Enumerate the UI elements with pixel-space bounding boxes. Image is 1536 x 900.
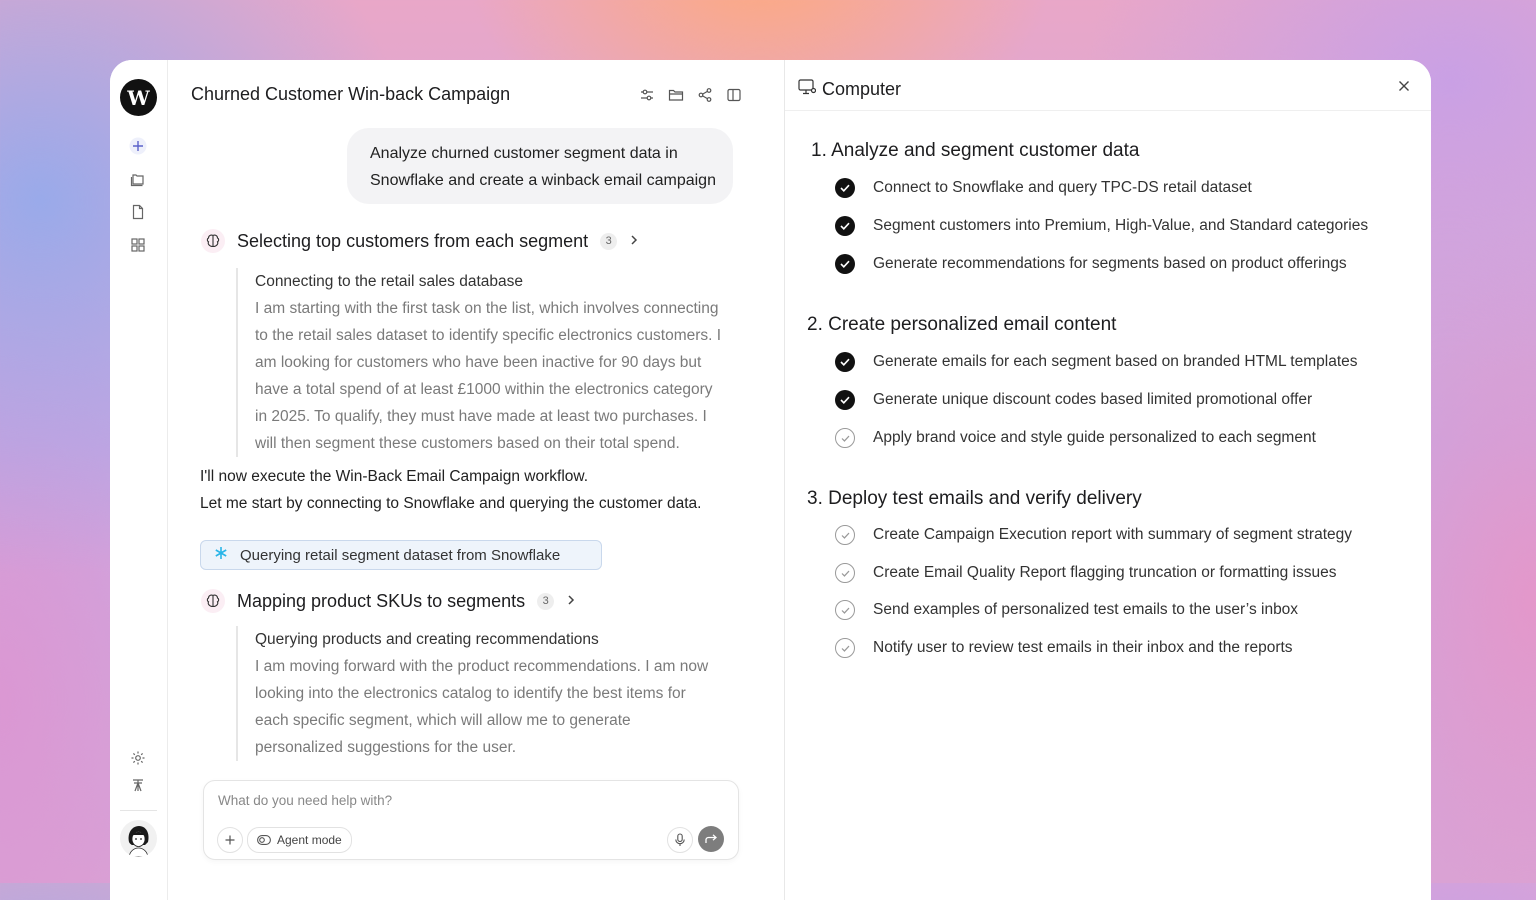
thought-line: am looking for customers who have been inactive for 90 days but (255, 354, 702, 371)
thought-line: have a total spend of at least £1000 within the electronics category (255, 381, 713, 398)
task-item (835, 638, 1293, 658)
chat-toolbar (638, 86, 743, 104)
assistant-message: I'll now execute the Win-Back Email Campaign workflow. (200, 468, 589, 485)
sidebar-divider (120, 810, 157, 811)
folder-icon[interactable] (667, 86, 685, 104)
message-input[interactable]: What do you need help with? (218, 793, 393, 808)
user-message (347, 128, 733, 204)
check-outline-icon (835, 563, 855, 583)
gear-icon[interactable] (128, 748, 148, 768)
task-label: Generate emails for each segment based on branded HTML templates (873, 353, 1358, 370)
task-label: Send examples of personalized test emails to the user’s inbox (873, 601, 1299, 618)
task-item (835, 563, 1337, 583)
thought-line: I am moving forward with the product recommendations. I am now (255, 658, 709, 675)
chevron-right-icon[interactable] (629, 233, 639, 250)
task-label: Connect to Snowflake and query TPC-DS retail dataset (873, 179, 1252, 196)
thought-line: each specific segment, which will allow me to generate (255, 712, 631, 729)
assistant-message: Let me start by connecting to Snowflake and querying the customer data. (200, 495, 702, 512)
share-icon[interactable] (696, 86, 714, 104)
task-section-title: 1. Analyze and segment customer data (811, 140, 1140, 161)
thought-block (236, 268, 775, 457)
tool-call-label: Querying retail segment dataset from Snowflake (240, 546, 561, 564)
thought-line: will then segment these customers based on their total spend. (255, 435, 680, 452)
step-header[interactable] (201, 589, 576, 613)
task-item (835, 390, 1312, 410)
grid-icon[interactable] (128, 235, 148, 255)
check-outline-icon (835, 525, 855, 545)
monitor-icon (798, 79, 816, 100)
task-item (835, 216, 1368, 236)
task-label: Generate recommendations for segments based on product offerings (873, 255, 1347, 272)
app-window (110, 60, 1431, 900)
thought-heading: Querying products and creating recommendations (255, 631, 599, 648)
brain-icon (201, 229, 225, 253)
task-label: Create Campaign Execution report with summary of segment strategy (873, 526, 1352, 543)
thought-heading: Connecting to the retail sales database (255, 273, 523, 290)
chevron-right-icon[interactable] (566, 593, 576, 610)
task-item (835, 525, 1352, 545)
microphone-icon[interactable] (667, 827, 693, 853)
thought-line: personalized suggestions for the user. (255, 739, 517, 756)
snowflake-icon (214, 546, 228, 565)
check-filled-icon (835, 352, 855, 372)
task-item (835, 178, 1252, 198)
task-label: Generate unique discount codes based limited promotional offer (873, 391, 1313, 408)
task-item (835, 352, 1358, 372)
step-count-badge: 3 (600, 233, 617, 250)
send-button[interactable] (698, 826, 724, 852)
chat-panel (168, 60, 784, 900)
check-filled-icon (835, 216, 855, 236)
document-icon[interactable] (128, 202, 148, 222)
step-count-badge: 3 (537, 593, 554, 610)
close-icon[interactable] (1398, 76, 1410, 97)
task-section-title: 3. Deploy test emails and verify delivery (807, 488, 1142, 509)
sidebar (110, 60, 168, 900)
task-label: Apply brand voice and style guide personalized to each segment (873, 429, 1316, 446)
plus-icon[interactable] (128, 136, 148, 156)
thought-block (236, 626, 775, 761)
check-filled-icon (835, 390, 855, 410)
tool-call-chip[interactable] (200, 540, 602, 570)
thought-line: looking into the electronics catalog to identify the best items for (255, 685, 686, 702)
check-filled-icon (835, 254, 855, 274)
check-outline-icon (835, 428, 855, 448)
page-title: Churned Customer Win-back Campaign (191, 84, 511, 104)
agent-mode-toggle[interactable] (247, 827, 352, 853)
avatar[interactable] (120, 820, 157, 857)
computer-panel (784, 60, 1431, 900)
toggle-icon (257, 835, 271, 845)
split-view-icon[interactable] (725, 86, 743, 104)
check-filled-icon (835, 178, 855, 198)
step-header[interactable] (201, 229, 639, 253)
brain-icon (201, 589, 225, 613)
check-outline-icon (835, 600, 855, 620)
agent-mode-label: Agent mode (277, 833, 342, 847)
message-composer[interactable] (203, 780, 739, 860)
thought-line: to the retail sales dataset to identify specific electronics customers. I (255, 327, 722, 344)
step-title: Mapping product SKUs to segments (237, 590, 526, 611)
task-item (835, 254, 1347, 274)
thought-line: I am starting with the first task on the list, which involves connecting (255, 300, 719, 317)
user-message-line: Analyze churned customer segment data in (370, 145, 678, 162)
task-label: Segment customers into Premium, High-Value, and Standard categories (873, 217, 1369, 234)
task-label: Create Email Quality Report flagging truncation or formatting issues (873, 564, 1337, 581)
task-item (835, 600, 1298, 620)
folders-icon[interactable] (128, 169, 148, 189)
user-message-line: Snowflake and create a winback email campaign (370, 172, 716, 189)
app-logo[interactable]: W (120, 79, 157, 116)
task-label: Notify user to review test emails in their inbox and the reports (873, 639, 1293, 656)
check-outline-icon (835, 638, 855, 658)
task-section-title: 2. Create personalized email content (807, 314, 1117, 335)
step-title: Selecting top customers from each segment (237, 230, 589, 251)
attach-button[interactable] (217, 827, 243, 853)
thought-line: in 2025. To qualify, they must have made at least two purchases. I (255, 408, 707, 425)
computer-header (785, 60, 1431, 111)
antenna-icon[interactable] (128, 775, 148, 795)
task-item (835, 428, 1316, 448)
computer-title: Computer (822, 79, 902, 99)
sliders-icon[interactable] (638, 86, 656, 104)
